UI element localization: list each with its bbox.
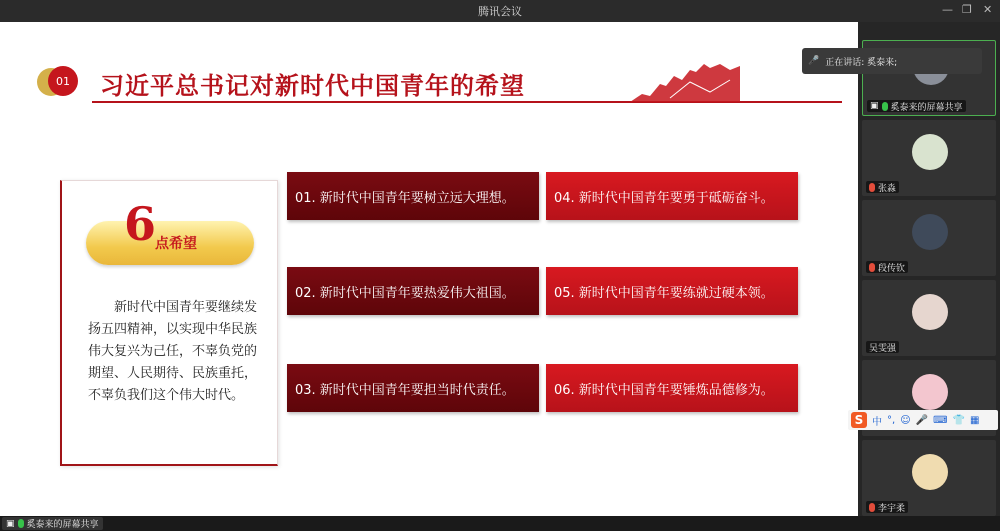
mic-muted-icon	[869, 263, 875, 272]
hope-item-6: 06. 新时代中国青年要锤炼品德修为。	[546, 364, 798, 412]
avatar	[912, 214, 948, 250]
menu-icon[interactable]: ▦	[969, 414, 980, 426]
close-icon[interactable]: ✕	[983, 3, 993, 16]
mic-muted-icon	[869, 503, 875, 512]
section-number: 01	[48, 66, 78, 96]
summary-card	[60, 180, 278, 466]
screen-share-icon: ▣	[6, 518, 15, 529]
badge-text: 点希望	[155, 236, 197, 252]
hope-item-5: 05. 新时代中国青年要练就过硬本领。	[546, 267, 798, 315]
voice-icon[interactable]: 🎤	[915, 414, 929, 426]
participant-name: ▣ 奚泰来的屏幕共享	[867, 100, 966, 112]
keyboard-icon[interactable]: ⌨	[933, 414, 948, 426]
participant-tile[interactable]	[862, 120, 996, 196]
window-titlebar	[0, 0, 1000, 22]
participant-panel	[858, 22, 1000, 516]
avatar	[912, 454, 948, 490]
ime-toolbar[interactable]	[848, 410, 998, 430]
participant-name: 李宇柔	[866, 501, 908, 513]
restore-icon[interactable]: ❐	[962, 3, 972, 16]
shared-screen	[0, 22, 858, 516]
sogou-icon[interactable]: S	[851, 412, 867, 428]
slide-header	[30, 62, 820, 104]
slide-title: 习近平总书记对新时代中国青年的希望	[100, 72, 525, 100]
summary-text: 新时代中国青年要继续发扬五四精神，以实现中华民族伟大复兴为己任，不辜负党的期望、人民期待、民族重托，不辜负我们这个伟大时代。	[88, 300, 258, 403]
ime-mode[interactable]: 中	[872, 416, 882, 428]
avatar	[912, 134, 948, 170]
avatar	[912, 294, 948, 330]
hope-item-3: 03. 新时代中国青年要担当时代责任。	[287, 364, 539, 412]
mic-icon	[18, 519, 24, 528]
great-wall-icon	[630, 62, 740, 104]
emoji-icon[interactable]: ☺	[900, 414, 911, 426]
avatar	[912, 374, 948, 410]
bottom-bar	[0, 516, 1000, 531]
share-label: ▣ 奚泰来的屏幕共享	[2, 517, 103, 530]
badge-number: 6	[124, 197, 157, 251]
speaker-icon: 🎤	[808, 56, 820, 66]
participant-tile[interactable]	[862, 280, 996, 356]
hope-item-2: 02. 新时代中国青年要热爱伟大祖国。	[287, 267, 539, 315]
hope-item-1: 01. 新时代中国青年要树立远大理想。	[287, 172, 539, 220]
punctuation-icon[interactable]: °,	[887, 414, 896, 426]
skin-icon[interactable]: 👕	[952, 414, 965, 426]
window-title: 腾讯会议	[478, 5, 522, 18]
participant-tile[interactable]	[862, 440, 996, 516]
participant-tile[interactable]	[862, 200, 996, 276]
mic-muted-icon	[869, 183, 875, 192]
hope-item-4: 04. 新时代中国青年要勇于砥砺奋斗。	[546, 172, 798, 220]
participant-name: 段传钦	[866, 261, 908, 273]
mic-icon	[882, 102, 888, 111]
participant-name: 吴雯强	[866, 341, 899, 353]
screen-share-icon: ▣	[870, 101, 879, 111]
participant-name: 张淼	[866, 181, 899, 193]
minimize-icon[interactable]: —	[942, 3, 953, 16]
speaking-indicator: 🎤 正在讲话: 奚泰来;	[802, 48, 982, 74]
